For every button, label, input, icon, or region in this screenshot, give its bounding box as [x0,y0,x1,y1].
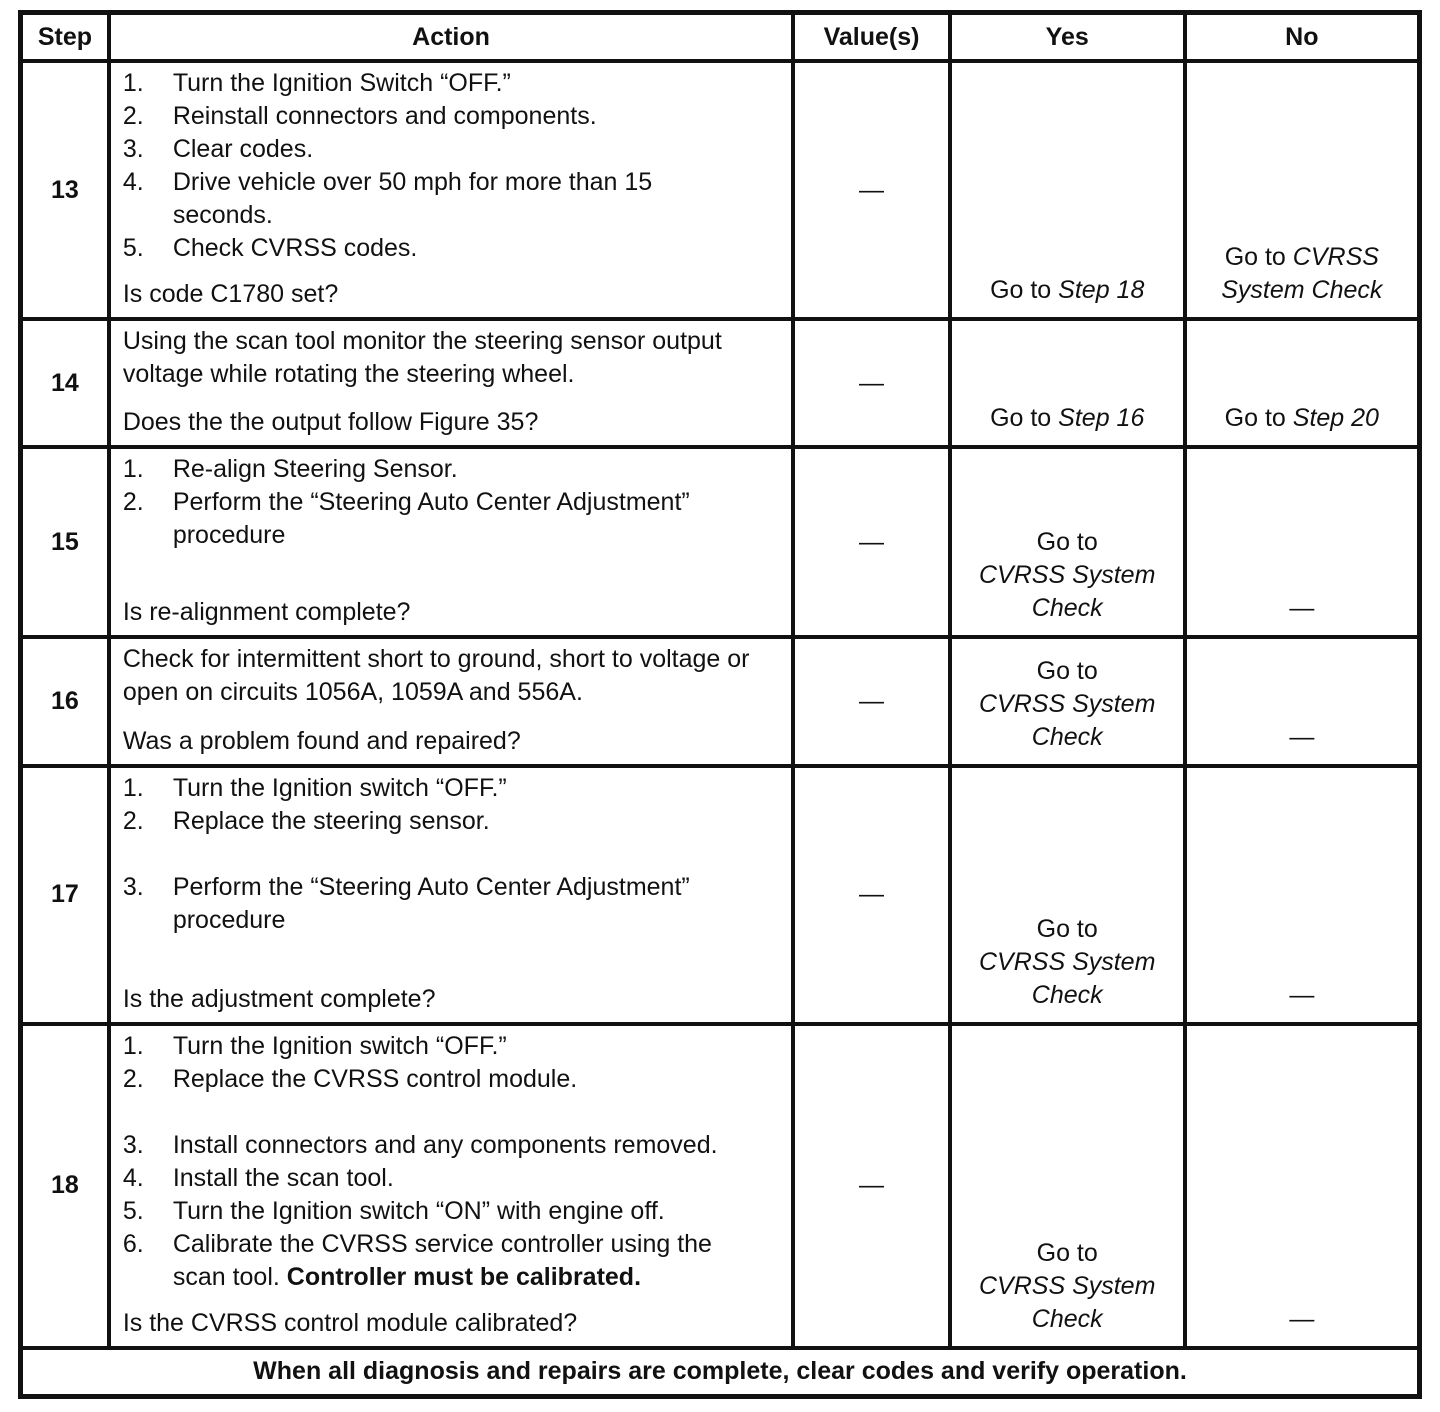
list-item: 3. Perform the “Steering Auto Center Adjustment” procedure [122,872,690,934]
header-no: No [1185,13,1420,62]
step-number: 18 [21,1024,109,1348]
action-steps [123,1030,781,1294]
header-action: Action [109,13,793,62]
list-item: 1. Re-align Steering Sensor. [122,455,458,484]
footer-row [21,1348,1420,1397]
list-item: 6. Calibrate the CVRSS service controller using the scan tool. Controller must be calibrated. [122,1229,712,1291]
list-item: 2. Reinstall connectors and components. [122,102,597,130]
table-row-step-17 [21,766,1420,1024]
list-item: 3. Install connectors and any components removed. [122,1130,718,1159]
step-number: 15 [21,447,109,637]
step-number: 17 [21,766,109,1024]
list-item: 2. Perform the “Steering Auto Center Adjustment” procedure [122,488,690,550]
value-cell: — [793,637,950,765]
question-text: Is the CVRSS control module calibrated? [122,1308,578,1337]
list-item: 2. Replace the CVRSS control module. [122,1064,578,1093]
list-item: 5. Turn the Ignition switch “ON” with engine off. [122,1196,665,1225]
list-spacer [123,1096,781,1129]
list-item: 1. Turn the Ignition Switch “OFF.” [122,69,511,97]
value-cell: — [793,319,950,447]
question-text: Does the the output follow Figure 35? [122,408,539,437]
action-steps [123,67,781,265]
list-item: 4. Install the scan tool. [122,1163,394,1192]
action-cell [109,766,793,1024]
yes-cell: Go to Step 18 [950,61,1185,319]
action-steps [123,772,781,937]
header-yes: Yes [950,13,1185,62]
yes-cell: Go to CVRSS System Check [950,447,1185,637]
footer-note: When all diagnosis and repairs are complete, clear codes and verify operation. [21,1348,1420,1397]
list-item: 5. Check CVRSS codes. [122,234,418,262]
no-cell: — [1185,1024,1420,1348]
yes-cell: Go to CVRSS System Check [950,1024,1185,1348]
no-cell: Go to CVRSS System Check [1185,61,1420,319]
list-item: 1. Turn the Ignition switch “OFF.” [122,1031,507,1060]
action-cell [109,447,793,637]
value-cell: — [793,1024,950,1348]
table-row-step-16 [21,637,1420,765]
step-number: 16 [21,637,109,765]
table-row-step-15 [21,447,1420,637]
yes-cell: Go to Step 16 [950,319,1185,447]
list-item: 1. Turn the Ignition switch “OFF.” [122,773,507,802]
table-row-step-13 [21,61,1420,319]
question-text: Is re-alignment complete? [122,598,411,627]
list-item: 3. Clear codes. [122,135,314,163]
diagnostic-table [18,10,1422,1399]
list-spacer [123,838,781,871]
action-steps [123,453,781,552]
question-text: Is code C1780 set? [122,280,339,309]
header-step: Step [21,13,109,62]
emphasis-text: Controller must be calibrated. [286,1262,642,1291]
table-row-step-18 [21,1024,1420,1348]
header-values: Value(s) [793,13,950,62]
question-text: Was a problem found and repaired? [122,726,521,755]
value-cell: — [793,447,950,637]
table-row-step-14 [21,319,1420,447]
step-number: 14 [21,319,109,447]
value-cell: — [793,61,950,319]
action-cell [109,1024,793,1348]
list-item: 4. Drive vehicle over 50 mph for more than 15 seconds. [122,168,653,229]
header-row [21,13,1420,62]
action-text: Check for intermittent short to ground, short to voltage or open on circuits 1056A, 1059A and 556A. [122,645,750,707]
action-text: Using the scan tool monitor the steering sensor output voltage while rotating the steering wheel. [122,327,722,389]
value-cell: — [793,766,950,1024]
step-number: 13 [21,61,109,319]
no-cell: Go to Step 20 [1185,319,1420,447]
action-cell [109,319,793,447]
yes-cell: Go to CVRSS System Check [950,766,1185,1024]
list-item: 2. Replace the steering sensor. [122,806,490,835]
no-cell: — [1185,637,1420,765]
no-cell: — [1185,766,1420,1024]
action-cell [109,61,793,319]
question-text: Is the adjustment complete? [122,984,436,1013]
action-cell [109,637,793,765]
no-cell: — [1185,447,1420,637]
yes-cell: Go to CVRSS System Check [950,637,1185,765]
